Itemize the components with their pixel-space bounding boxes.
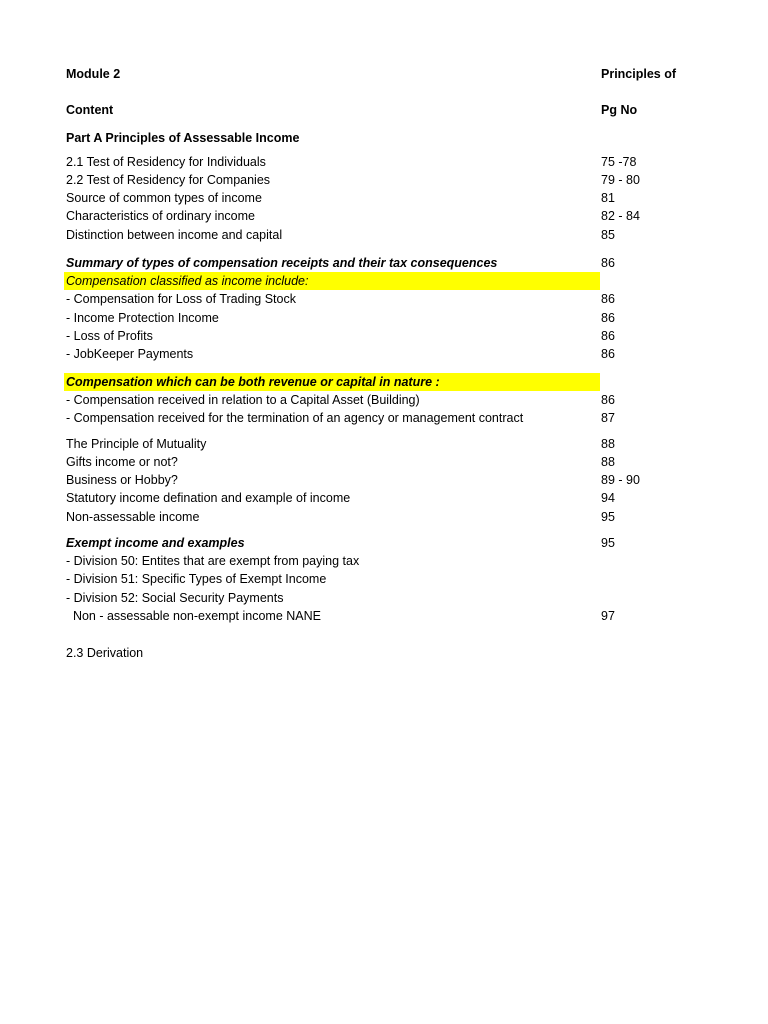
toc-entry: 2.2 Test of Residency for Companies	[66, 173, 271, 187]
module-label: Module 2	[66, 67, 121, 81]
toc-row	[66, 290, 768, 308]
toc-page: 88	[601, 455, 615, 469]
toc-page: 81	[601, 191, 615, 205]
toc-row	[66, 272, 768, 290]
toc-page: 95	[601, 510, 615, 524]
toc-entry: - Division 51: Specific Types of Exempt Income	[66, 572, 327, 586]
content-label: Content	[66, 103, 114, 117]
toc-entry: - Compensation for Loss of Trading Stock	[66, 292, 296, 306]
module-title: Principles of	[601, 67, 677, 81]
toc-row	[66, 373, 768, 391]
toc-page: 86	[601, 292, 615, 306]
toc-row	[66, 489, 768, 507]
toc-row	[66, 435, 768, 453]
toc-entry: - Loss of Profits	[66, 329, 153, 343]
toc-page: 87	[601, 411, 615, 425]
toc-entry: Statutory income defination and example of income	[66, 491, 351, 505]
toc-entry: Compensation which can be both revenue or capital in nature :	[66, 375, 440, 389]
toc-page: 97	[601, 609, 615, 623]
toc-entry: - Compensation received in relation to a Capital Asset (Building)	[66, 393, 420, 407]
toc-row	[66, 508, 768, 526]
toc-row	[66, 327, 768, 345]
toc-row	[66, 471, 768, 489]
toc-entry: Compensation classified as income include:	[66, 274, 309, 288]
toc-entry: - Compensation received for the termination of an agency or management contract	[66, 411, 524, 425]
toc-entry: Non - assessable non-exempt income NANE	[66, 609, 321, 623]
part-a-title: Part A Principles of Assessable Income	[66, 131, 300, 145]
toc-row	[66, 534, 768, 552]
toc-row	[66, 589, 768, 607]
toc-row	[66, 552, 768, 570]
toc-entry: Characteristics of ordinary income	[66, 209, 255, 223]
toc-row	[66, 254, 768, 272]
toc-page: 86	[601, 329, 615, 343]
toc-entry: Gifts income or not?	[66, 455, 178, 469]
toc-entry: - Division 52: Social Security Payments	[66, 591, 284, 605]
toc-row	[66, 189, 768, 207]
page-number-header: Pg No	[601, 103, 638, 117]
toc-entry: Summary of types of compensation receipts and their tax consequences	[66, 256, 498, 270]
toc-page: 82 - 84	[601, 209, 640, 223]
toc-page: 94	[601, 491, 615, 505]
toc-page: 86	[601, 347, 615, 361]
toc-entry: The Principle of Mutuality	[66, 437, 207, 451]
toc-page: 86	[601, 256, 615, 270]
toc-row	[66, 153, 768, 171]
toc-entry: 2.1 Test of Residency for Individuals	[66, 155, 266, 169]
toc-page: 88	[601, 437, 615, 451]
toc-page: 95	[601, 536, 615, 550]
toc-row	[66, 644, 768, 662]
toc-row	[66, 309, 768, 327]
toc-entry: - Income Protection Income	[66, 311, 219, 325]
toc-entry: - Division 50: Entites that are exempt from paying tax	[66, 554, 360, 568]
part-a-title-row	[66, 129, 768, 147]
toc-row	[66, 207, 768, 225]
content-header-row	[66, 101, 768, 119]
toc-entry: Exempt income and examples	[66, 536, 245, 550]
toc-entry: Source of common types of income	[66, 191, 262, 205]
toc-page: 86	[601, 311, 615, 325]
toc-entry: Business or Hobby?	[66, 473, 178, 487]
toc-row	[66, 391, 768, 409]
toc-page: 79 - 80	[601, 173, 640, 187]
toc-page: 86	[601, 393, 615, 407]
toc-entry: - JobKeeper Payments	[66, 347, 194, 361]
toc-page: 85	[601, 228, 615, 242]
toc-row	[66, 226, 768, 244]
toc-row	[66, 171, 768, 189]
toc-row	[66, 570, 768, 588]
toc-page: 75 -78	[601, 155, 637, 169]
toc-entry: Distinction between income and capital	[66, 228, 283, 242]
toc-row	[66, 453, 768, 471]
toc-row	[66, 345, 768, 363]
toc-row	[66, 409, 768, 427]
toc-entry: 2.3 Derivation	[66, 646, 144, 660]
toc-entry: Non-assessable income	[66, 510, 200, 524]
toc-row	[66, 607, 768, 625]
toc-page: 89 - 90	[601, 473, 640, 487]
